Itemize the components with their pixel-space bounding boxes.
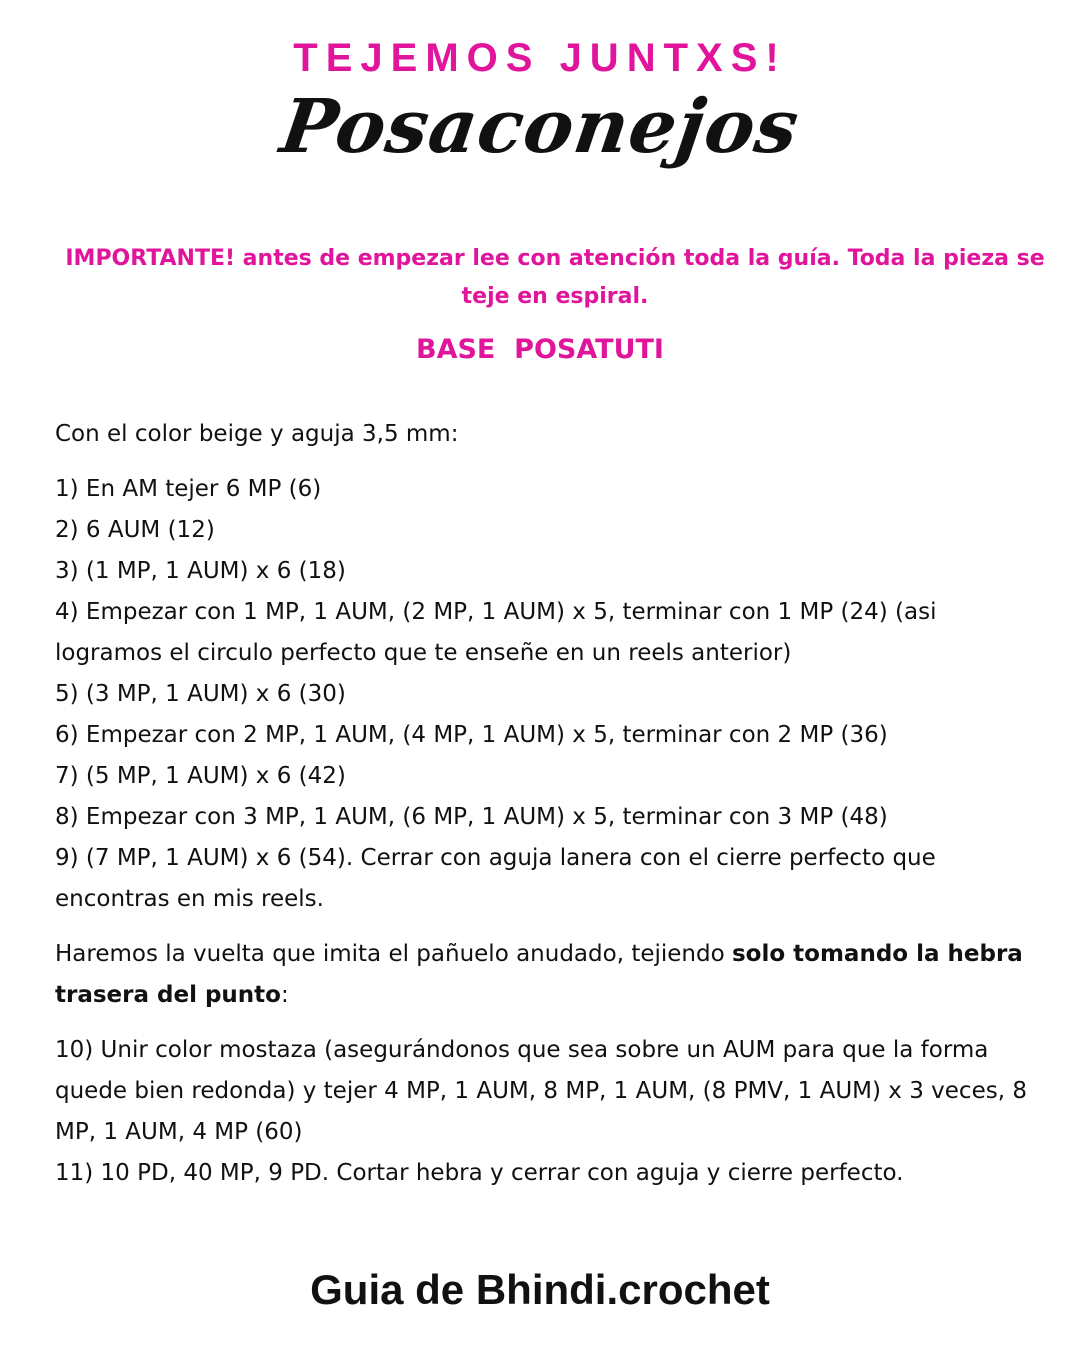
list-item: 6) Empezar con 2 MP, 1 AUM, (4 MP, 1 AUM) x 5, terminar con 2 MP (36) — [55, 722, 888, 748]
list-item: 11) 10 PD, 40 MP, 9 PD. Cortar hebra y cerrar con aguja y cierre perfecto. — [55, 1160, 904, 1186]
middle-note-bold: solo tomando la hebra trasera del punto — [55, 941, 1023, 1008]
list-item: 5) (3 MP, 1 AUM) x 6 (30) — [55, 681, 346, 707]
middle-note-end: : — [280, 982, 289, 1008]
page-title: Posaconejos — [275, 84, 805, 170]
steps-list-a — [55, 469, 1030, 920]
intro-text: Con el color beige y aguja 3,5 mm: — [55, 421, 459, 447]
footer-credit: Guia de Bhindi.crochet — [310, 1266, 770, 1313]
pattern-content — [55, 414, 1030, 1208]
section-title: BASE POSATUTI — [416, 334, 664, 365]
list-item: 9) (7 MP, 1 AUM) x 6 (54). Cerrar con aguja lanera con el cierre perfecto que encontras en mis reels. — [55, 845, 936, 912]
middle-note-start: Haremos la vuelta que imita el pañuelo anudado, tejiendo — [55, 941, 732, 967]
list-item: 4) Empezar con 1 MP, 1 AUM, (2 MP, 1 AUM) x 5, terminar con 1 MP (24) (asi logramos el circulo perfecto que te enseñe en un reels anterior) — [55, 599, 937, 666]
list-item: 2) 6 AUM (12) — [55, 517, 215, 543]
list-item: 7) (5 MP, 1 AUM) x 6 (42) — [55, 763, 346, 789]
important-note: IMPORTANTE! antes de empezar lee con atención toda la guía. Toda la pieza se teje en espiral. — [65, 246, 1045, 309]
list-item: 8) Empezar con 3 MP, 1 AUM, (6 MP, 1 AUM) x 5, terminar con 3 MP (48) — [55, 804, 888, 830]
list-item: 3) (1 MP, 1 AUM) x 6 (18) — [55, 558, 346, 584]
list-item: 10) Unir color mostaza (asegurándonos que sea sobre un AUM para que la forma quede bien redonda) y tejer 4 MP, 1 AUM, 8 MP, 1 AUM, (8 PMV, 1 AUM) x 3 veces, 8 MP, 1 AUM, 4 MP (60) — [55, 1037, 1027, 1145]
steps-list-b — [55, 1030, 1030, 1194]
page-kicker: TEJEMOS JUNTXS! — [293, 36, 787, 80]
middle-note — [55, 934, 1030, 1016]
list-item: 1) En AM tejer 6 MP (6) — [55, 476, 322, 502]
